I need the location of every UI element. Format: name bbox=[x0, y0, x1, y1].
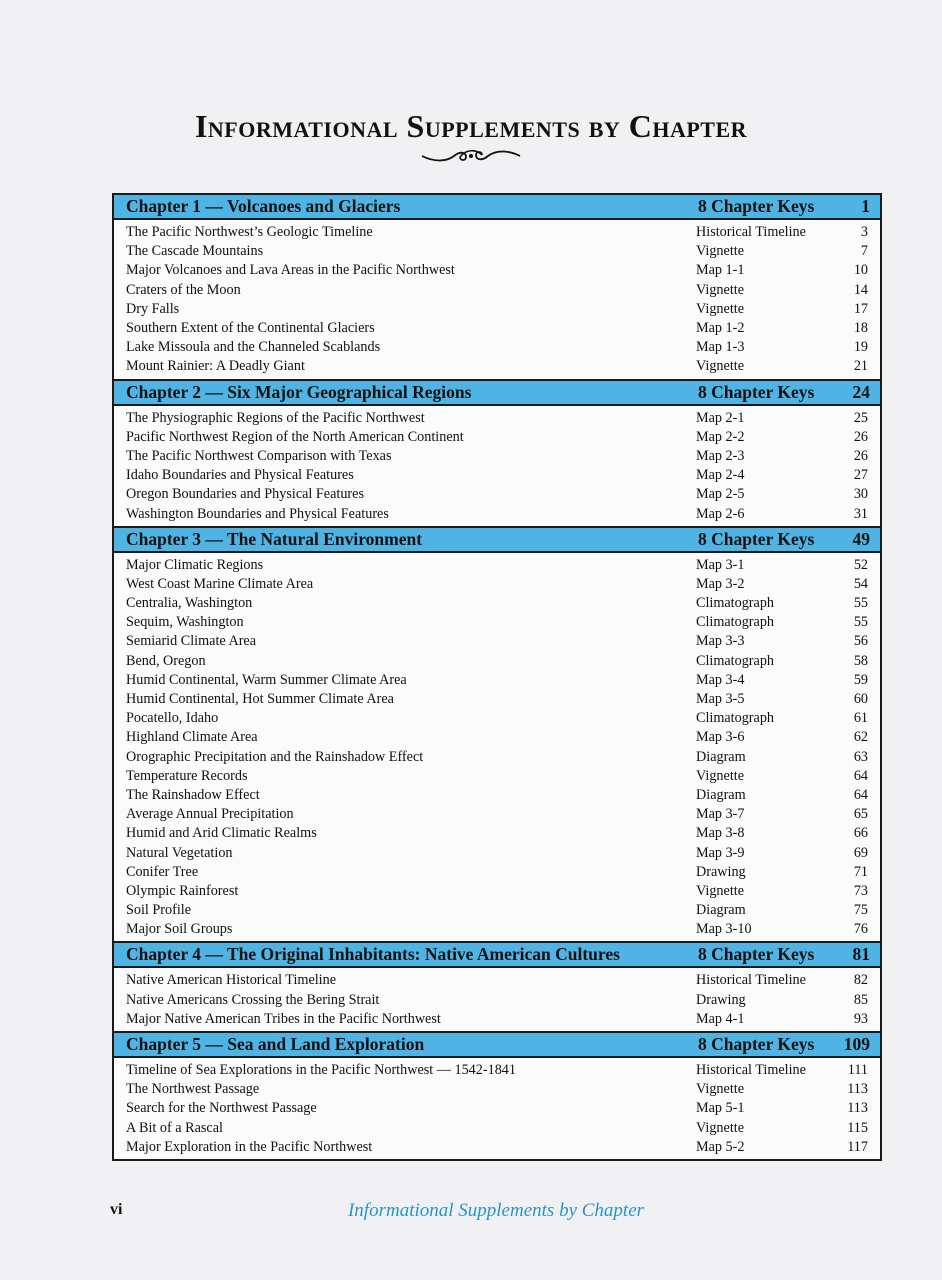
toc-row bbox=[114, 863, 880, 882]
row-title: The Northwest Passage bbox=[126, 1081, 260, 1098]
row-type: Map 3-9 bbox=[696, 844, 745, 861]
row-page: 7 bbox=[860, 243, 868, 260]
row-title: Major Native American Tribes in the Pacific Northwest bbox=[126, 1010, 441, 1027]
row-title: The Pacific Northwest Comparison with Texas bbox=[126, 447, 392, 464]
chapter-rows bbox=[114, 406, 880, 526]
row-page: 25 bbox=[853, 409, 868, 426]
row-title: Dry Falls bbox=[126, 300, 180, 317]
toc-row bbox=[114, 632, 880, 651]
row-type: Map 2-3 bbox=[696, 447, 745, 464]
row-type: Map 1-2 bbox=[696, 320, 745, 337]
row-type: Map 2-2 bbox=[696, 428, 745, 445]
row-page: 66 bbox=[853, 825, 868, 842]
toc-row bbox=[114, 338, 880, 357]
toc-row bbox=[114, 575, 880, 594]
toc-row bbox=[114, 767, 880, 786]
row-type: Map 3-7 bbox=[696, 806, 745, 823]
row-type: Vignette bbox=[696, 1081, 744, 1098]
toc-row bbox=[114, 652, 880, 671]
row-type: Map 3-4 bbox=[696, 671, 745, 688]
toc-row bbox=[114, 223, 880, 242]
chapter-page: 1 bbox=[861, 196, 870, 216]
row-page: 117 bbox=[847, 1138, 868, 1155]
row-page: 10 bbox=[853, 262, 868, 279]
row-title: Search for the Northwest Passage bbox=[126, 1100, 317, 1117]
toc-row bbox=[114, 1010, 880, 1029]
row-page: 31 bbox=[853, 505, 868, 522]
row-page: 17 bbox=[853, 300, 868, 317]
row-title: Lake Missoula and the Channeled Scablands bbox=[126, 339, 381, 356]
row-title: Temperature Records bbox=[126, 767, 248, 784]
chapter-keys: 8 Chapter Keys bbox=[698, 944, 815, 965]
toc-row bbox=[114, 504, 880, 523]
toc-row bbox=[114, 671, 880, 690]
row-type: Map 3-1 bbox=[696, 556, 745, 573]
toc-row bbox=[114, 428, 880, 447]
row-type: Vignette bbox=[696, 300, 744, 317]
chapter-page: 81 bbox=[852, 944, 870, 965]
toc-row bbox=[114, 447, 880, 466]
row-page: 52 bbox=[853, 556, 868, 573]
row-title: Conifer Tree bbox=[126, 863, 199, 880]
row-type: Diagram bbox=[696, 902, 746, 919]
row-type: Diagram bbox=[696, 786, 746, 803]
chapter-title: Chapter 1 — Volcanoes and Glaciers bbox=[126, 196, 401, 216]
ornament-flourish-icon bbox=[420, 146, 522, 166]
toc-row bbox=[114, 824, 880, 843]
toc-row bbox=[114, 690, 880, 709]
row-type: Diagram bbox=[696, 748, 746, 765]
row-type: Historical Timeline bbox=[696, 972, 806, 989]
toc-row bbox=[114, 613, 880, 632]
row-type: Map 5-1 bbox=[696, 1100, 745, 1117]
toc-row bbox=[114, 709, 880, 728]
row-title: Pocatello, Idaho bbox=[126, 710, 219, 727]
row-type: Vignette bbox=[696, 243, 744, 260]
row-title: Highland Climate Area bbox=[126, 729, 258, 746]
row-title: Oregon Boundaries and Physical Features bbox=[126, 486, 364, 503]
page-title: Informational Supplements by Chapter bbox=[194, 108, 748, 144]
row-title: Major Exploration in the Pacific Northwest bbox=[126, 1138, 373, 1155]
footer-title: Informational Supplements by Chapter bbox=[347, 1200, 645, 1221]
row-page: 55 bbox=[853, 595, 868, 612]
toc-row bbox=[114, 1099, 880, 1118]
chapter-keys: 8 Chapter Keys bbox=[698, 528, 815, 549]
toc-row bbox=[114, 748, 880, 767]
row-page: 63 bbox=[853, 748, 868, 765]
row-page: 64 bbox=[853, 767, 868, 784]
row-title: Semiarid Climate Area bbox=[126, 633, 257, 650]
row-page: 3 bbox=[860, 224, 868, 241]
row-page: 62 bbox=[853, 729, 868, 746]
toc-row bbox=[114, 300, 880, 319]
row-page: 69 bbox=[853, 844, 868, 861]
chapter-section bbox=[112, 193, 882, 379]
row-page: 21 bbox=[853, 358, 868, 375]
chapter-section bbox=[112, 941, 882, 1031]
row-page: 54 bbox=[853, 575, 868, 592]
toc-row bbox=[114, 1138, 880, 1157]
row-page: 58 bbox=[853, 652, 868, 669]
row-type: Vignette bbox=[696, 281, 744, 298]
row-title: Humid and Arid Climatic Realms bbox=[126, 825, 317, 842]
row-type: Vignette bbox=[696, 767, 744, 784]
row-page: 82 bbox=[853, 972, 868, 989]
row-page: 65 bbox=[853, 806, 868, 823]
toc-row bbox=[114, 409, 880, 428]
row-title: The Pacific Northwest’s Geologic Timeline bbox=[126, 224, 373, 241]
chapter-header bbox=[114, 1033, 880, 1058]
row-title: Major Volcanoes and Lava Areas in the Pacific Northwest bbox=[126, 262, 455, 279]
row-type: Climatograph bbox=[696, 595, 775, 612]
row-page: 115 bbox=[847, 1119, 868, 1136]
chapter-header bbox=[114, 528, 880, 553]
row-page: 76 bbox=[853, 921, 868, 938]
row-page: 73 bbox=[853, 882, 868, 899]
row-title: Humid Continental, Warm Summer Climate Area bbox=[126, 671, 407, 688]
row-type: Map 3-6 bbox=[696, 729, 745, 746]
row-title: Native Americans Crossing the Bering Strait bbox=[126, 991, 380, 1008]
toc-row bbox=[114, 1119, 880, 1138]
row-page: 113 bbox=[847, 1100, 868, 1117]
row-type: Vignette bbox=[696, 882, 744, 899]
row-page: 64 bbox=[853, 786, 868, 803]
chapter-title: Chapter 4 — The Original Inhabitants: Native American Cultures bbox=[126, 944, 620, 965]
row-type: Climatograph bbox=[696, 614, 775, 631]
chapter-section bbox=[112, 526, 882, 942]
toc-row bbox=[114, 1080, 880, 1099]
toc-row bbox=[114, 882, 880, 901]
row-type: Map 2-6 bbox=[696, 505, 745, 522]
row-title: The Physiographic Regions of the Pacific Northwest bbox=[126, 409, 425, 426]
row-type: Vignette bbox=[696, 358, 744, 375]
row-type: Historical Timeline bbox=[696, 224, 806, 241]
row-title: Native American Historical Timeline bbox=[126, 972, 337, 989]
row-title: Southern Extent of the Continental Glaciers bbox=[126, 320, 375, 337]
row-page: 113 bbox=[847, 1081, 868, 1098]
chapter-title: Chapter 5 — Sea and Land Exploration bbox=[126, 1033, 425, 1054]
row-title: Sequim, Washington bbox=[126, 614, 244, 631]
row-type: Map 2-5 bbox=[696, 486, 745, 503]
row-page: 27 bbox=[853, 467, 868, 484]
chapter-section bbox=[112, 379, 882, 526]
row-title: Major Climatic Regions bbox=[126, 556, 264, 573]
row-title: Average Annual Precipitation bbox=[126, 806, 294, 823]
toc-row bbox=[114, 357, 880, 376]
row-page: 55 bbox=[853, 614, 868, 631]
row-title: Olympic Rainforest bbox=[126, 882, 239, 899]
row-type: Map 1-1 bbox=[696, 262, 745, 279]
toc-row bbox=[114, 920, 880, 939]
row-page: 60 bbox=[853, 691, 868, 708]
row-title: Washington Boundaries and Physical Features bbox=[126, 505, 389, 522]
row-type: Map 3-2 bbox=[696, 575, 745, 592]
chapter-header bbox=[114, 195, 880, 220]
row-title: The Rainshadow Effect bbox=[126, 786, 260, 803]
row-type: Map 4-1 bbox=[696, 1010, 745, 1027]
chapter-rows bbox=[114, 1058, 880, 1159]
row-page: 19 bbox=[853, 339, 868, 356]
row-page: 56 bbox=[853, 633, 868, 650]
chapter-rows bbox=[114, 553, 880, 942]
toc-row bbox=[114, 971, 880, 990]
row-type: Map 2-1 bbox=[696, 409, 745, 426]
chapter-section bbox=[112, 1031, 882, 1161]
row-type: Map 3-8 bbox=[696, 825, 745, 842]
chapter-page: 24 bbox=[852, 381, 870, 402]
row-page: 26 bbox=[853, 447, 868, 464]
row-title: A Bit of a Rascal bbox=[126, 1119, 223, 1136]
row-title: Mount Rainier: A Deadly Giant bbox=[126, 358, 305, 375]
row-title: Natural Vegetation bbox=[126, 844, 233, 861]
toc-row bbox=[114, 805, 880, 824]
toc-row bbox=[114, 1061, 880, 1080]
chapter-title: Chapter 2 — Six Major Geographical Regions bbox=[126, 381, 472, 402]
toc-row bbox=[114, 556, 880, 575]
row-page: 61 bbox=[853, 710, 868, 727]
row-title: Soil Profile bbox=[126, 902, 192, 919]
toc-row bbox=[114, 242, 880, 261]
toc-row bbox=[114, 901, 880, 920]
row-title: Major Soil Groups bbox=[126, 921, 233, 938]
chapter-header bbox=[114, 943, 880, 968]
chapter-keys: 8 Chapter Keys bbox=[698, 196, 815, 216]
row-type: Map 3-5 bbox=[696, 691, 745, 708]
chapter-keys: 8 Chapter Keys bbox=[698, 1033, 815, 1054]
row-title: Bend, Oregon bbox=[126, 652, 206, 669]
row-page: 75 bbox=[853, 902, 868, 919]
row-page: 30 bbox=[853, 486, 868, 503]
toc-row bbox=[114, 485, 880, 504]
chapter-page: 109 bbox=[843, 1033, 870, 1054]
toc-row bbox=[114, 786, 880, 805]
row-page: 59 bbox=[853, 671, 868, 688]
row-type: Vignette bbox=[696, 1119, 744, 1136]
chapter-rows bbox=[114, 220, 880, 379]
row-page: 111 bbox=[847, 1062, 868, 1079]
footer-page-number: vi bbox=[110, 1201, 123, 1218]
row-title: West Coast Marine Climate Area bbox=[126, 575, 314, 592]
row-title: Idaho Boundaries and Physical Features bbox=[126, 467, 354, 484]
row-type: Historical Timeline bbox=[696, 1062, 806, 1079]
toc-table bbox=[112, 193, 882, 1161]
row-title: The Cascade Mountains bbox=[126, 243, 264, 260]
chapter-keys: 8 Chapter Keys bbox=[698, 381, 815, 402]
row-page: 71 bbox=[853, 863, 868, 880]
chapter-title: Chapter 3 — The Natural Environment bbox=[126, 528, 423, 549]
row-type: Map 3-3 bbox=[696, 633, 745, 650]
toc-row bbox=[114, 281, 880, 300]
toc-row bbox=[114, 261, 880, 280]
row-page: 18 bbox=[853, 320, 868, 337]
row-type: Climatograph bbox=[696, 710, 775, 727]
row-type: Map 3-10 bbox=[696, 921, 752, 938]
row-title: Orographic Precipitation and the Rainshadow Effect bbox=[126, 748, 424, 765]
row-page: 26 bbox=[853, 428, 868, 445]
row-page: 93 bbox=[853, 1010, 868, 1027]
toc-row bbox=[114, 594, 880, 613]
row-title: Pacific Northwest Region of the North American Continent bbox=[126, 428, 464, 445]
row-title: Craters of the Moon bbox=[126, 281, 241, 298]
row-title: Timeline of Sea Explorations in the Pacific Northwest — 1542-1841 bbox=[126, 1062, 516, 1079]
chapter-rows bbox=[114, 968, 880, 1031]
toc-row bbox=[114, 843, 880, 862]
row-page: 14 bbox=[853, 281, 868, 298]
toc-row bbox=[114, 466, 880, 485]
chapter-page: 49 bbox=[852, 528, 870, 549]
toc-row bbox=[114, 728, 880, 747]
toc-row bbox=[114, 991, 880, 1010]
row-type: Map 1-3 bbox=[696, 339, 745, 356]
row-page: 85 bbox=[853, 991, 868, 1008]
row-type: Map 2-4 bbox=[696, 467, 745, 484]
row-title: Humid Continental, Hot Summer Climate Area bbox=[126, 691, 394, 708]
toc-row bbox=[114, 319, 880, 338]
row-type: Climatograph bbox=[696, 652, 775, 669]
row-type: Drawing bbox=[696, 991, 746, 1008]
chapter-header bbox=[114, 381, 880, 406]
row-title: Centralia, Washington bbox=[126, 595, 253, 612]
row-type: Drawing bbox=[696, 863, 746, 880]
row-type: Map 5-2 bbox=[696, 1138, 745, 1155]
